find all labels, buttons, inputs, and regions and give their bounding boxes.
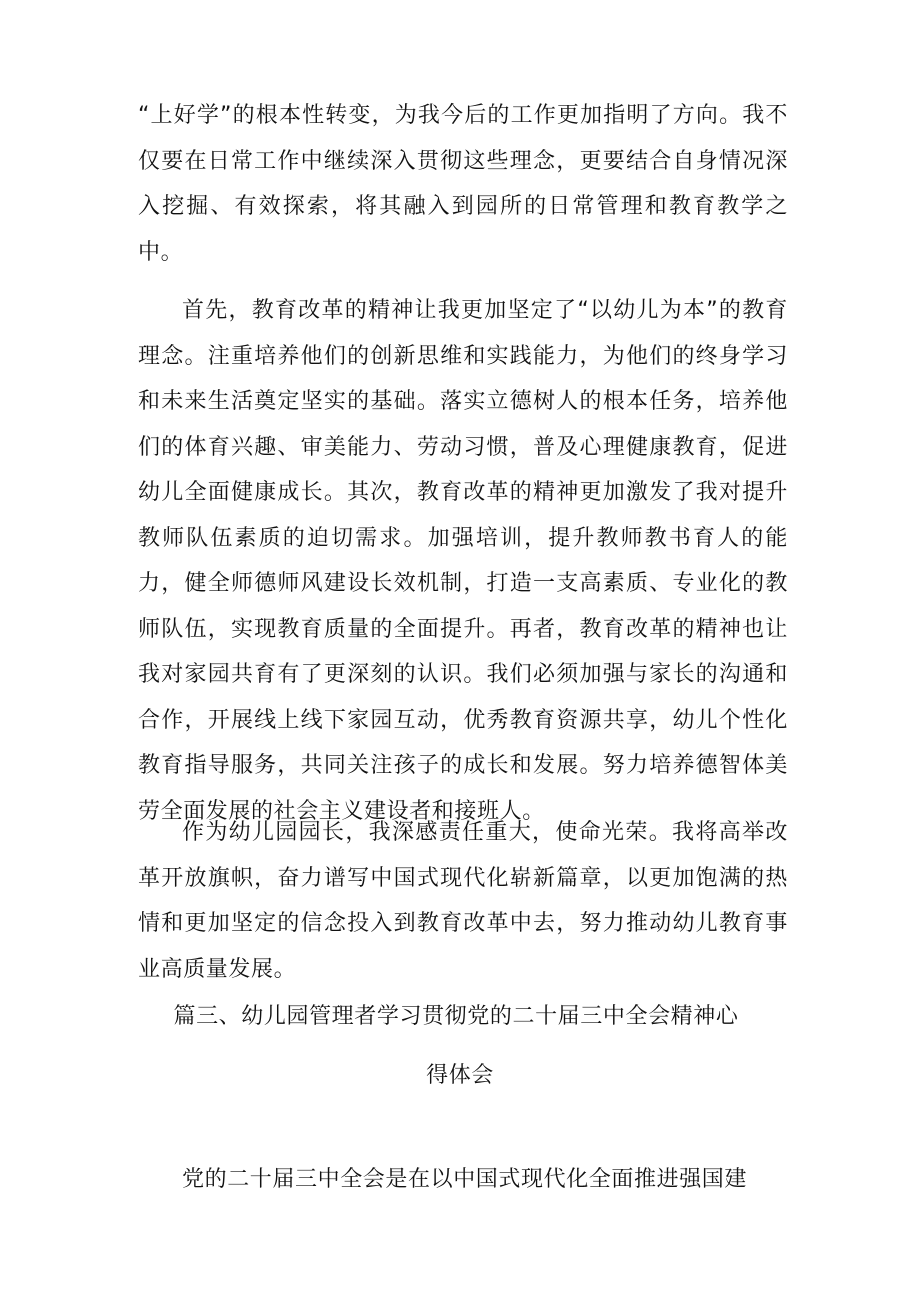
paragraph-principal-commitment: 作为幼儿园园长，我深感责任重大，使命光荣。我将高举改革开放旗帜，奋力谱写中国式现代化崭新篇章，以更加饱满的热情和更加坚定的信念投入到教育改革中去，努力推动幼儿教育事业高质量发展。: [138, 820, 788, 982]
paragraph-education-philosophy: 首先，教育改革的精神让我更加坚定了“以幼儿为本”的教育理念。注重培养他们的创新思维和实践能力，为他们的终身学习和未来生活奠定坚实的基础。落实立德树人的根本任务，培养他们的体育兴趣、审美能力、劳动习惯，普及心理健康教育，促进幼儿全面健康成长。其次，教育改革的精神更加激发了我对提升教师队伍素质的迫切需求。加强培训，提升教师教书育人的能力，健全师德师风建设长效机制，打造一支高素质、专业化的教师队伍，实现教育质量的全面提升。再者，教育改革的精神也让我对家园共育有了更深刻的认识。我们必须加强与家长的沟通和合作，开展线上线下家园互动，优秀教育资源共享，幼儿个性化教育指导服务，共同关注孩子的成长和发展。努力培养德智体美劳全面发展的社会主义建设者和接班人。: [138, 298, 788, 824]
paragraph-continuation: “上好学”的根本性转变，为我今后的工作更加指明了方向。我不仅要在日常工作中继续深入贯彻这些理念，更要结合自身情况深入挖掘、有效探索，将其融入到园所的日常管理和教育教学之中。: [138, 103, 788, 265]
paragraph-section-opening: 党的二十届三中全会是在以中国式现代化全面推进强国建: [182, 1167, 748, 1192]
section-heading-line2: 得体会: [426, 1063, 494, 1088]
section-heading-line1: 篇三、幼儿园管理者学习贯彻党的二十届三中全会精神心: [173, 1004, 739, 1029]
